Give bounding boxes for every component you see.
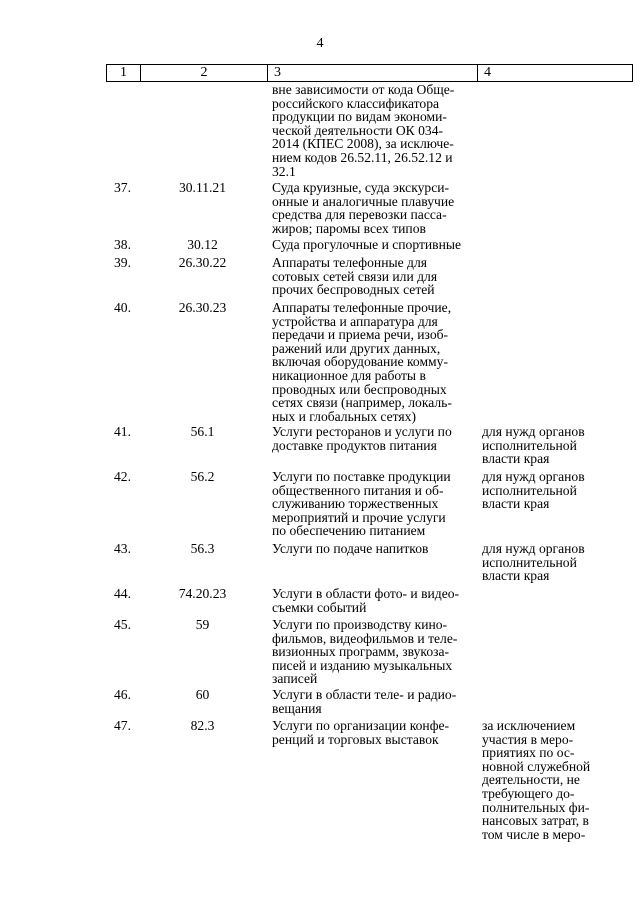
- row-code: 30.12: [187, 237, 218, 252]
- table-row: [106, 83, 631, 178]
- row-description: Услуги по подаче напитков: [272, 541, 429, 556]
- row-code: 74.20.23: [178, 586, 227, 601]
- row-note: [476, 83, 631, 178]
- header-col-3: 3: [267, 65, 477, 81]
- row-description: вне зависимости от кода Обще- российского классификатора продукции по видам экономи- ческой деятельности ОК 034- 2014 (КПЕС 2008), за исключе- нием кодов 26.52.11, 26.52.12 и 32.1: [272, 82, 455, 179]
- table-row: [106, 238, 631, 252]
- row-number: 47.: [114, 718, 131, 733]
- row-number: 43.: [114, 541, 131, 556]
- row-number: [106, 83, 139, 178]
- row-number: 44.: [114, 586, 131, 601]
- row-note: за исключением участия в меро- приятиях по ос- новной служебной деятельности, не требующего до- полнительных фи- нансовых затрат, в том числе в меро-: [482, 718, 591, 842]
- row-description: Услуги по организации конфе- ренций и торговых выставок: [272, 718, 450, 747]
- table-row: [106, 470, 631, 538]
- row-code: 30.11.21: [178, 180, 227, 195]
- row-note: для нужд органов исполнительной власти края: [482, 424, 585, 467]
- row-note: [476, 587, 631, 614]
- row-number: 42.: [114, 469, 131, 484]
- row-description: Услуги по поставке продукции общественного питания и об- служиванию торжественных мероприятий и прочие услуги по обеспечению питанием: [272, 469, 451, 539]
- row-number: 41.: [114, 424, 131, 439]
- table-row: [106, 256, 631, 297]
- row-note: для нужд органов исполнительной власти края: [482, 541, 585, 584]
- row-note: [476, 181, 631, 235]
- row-note: [476, 256, 631, 297]
- row-description: Услуги в области фото- и видео- съемки событий: [272, 586, 460, 615]
- table-header: [106, 64, 633, 82]
- header-col-4: 4: [477, 65, 632, 81]
- row-description: Услуги ресторанов и услуги по доставке продуктов питания: [272, 424, 452, 453]
- row-number: 40.: [114, 300, 131, 315]
- table-row: [106, 688, 631, 715]
- row-code: 26.30.22: [178, 255, 227, 270]
- row-code: 56.1: [190, 424, 215, 439]
- row-number: 39.: [114, 255, 131, 270]
- table-row: [106, 719, 631, 841]
- table-row: [106, 542, 631, 583]
- row-number: 37.: [114, 180, 131, 195]
- row-code: 56.2: [190, 469, 215, 484]
- row-code: 60: [195, 687, 210, 702]
- row-code: 59: [195, 617, 210, 632]
- row-number: 45.: [114, 617, 131, 632]
- row-note: [476, 618, 631, 686]
- row-code: [139, 83, 266, 178]
- row-description: Услуги в области теле- и радио- вещания: [272, 687, 457, 716]
- row-code: 82.3: [190, 718, 215, 733]
- table-row: [106, 181, 631, 235]
- row-description: Услуги по производству кино- фильмов, видеофильмов и теле- визионных программ, звукоза- писей и изданию музыкальных записей: [272, 617, 458, 687]
- header-col-1: 1: [120, 65, 127, 80]
- row-note: для нужд органов исполнительной власти края: [482, 469, 585, 512]
- row-note: [476, 238, 631, 252]
- table-row: [106, 587, 631, 614]
- row-note: [476, 688, 631, 715]
- page-number: 4: [316, 36, 324, 51]
- row-description: Аппараты телефонные для сотовых сетей связи или для прочих беспроводных сетей: [272, 255, 438, 298]
- row-description: Аппараты телефонные прочие, устройства и аппаратура для передачи и приема речи, изоб- ражений или других данных, включая оборудование комму- никационное для работы в проводных или беспроводных сетях связи (например, локаль- ных и глобальных сетях): [272, 300, 452, 424]
- table-row: [106, 618, 631, 686]
- header-col-2: 2: [140, 65, 267, 81]
- row-description: Суда круизные, суда экскурси- онные и аналогичные плавучие средства для перевозки пасса- жиров; паромы всех типов: [272, 180, 455, 236]
- row-code: 26.30.23: [178, 300, 227, 315]
- table-row: [106, 301, 631, 423]
- table-row: [106, 425, 631, 466]
- row-note: [476, 301, 631, 423]
- row-description: Суда прогулочные и спортивные: [272, 237, 462, 252]
- row-code: 56.3: [190, 541, 215, 556]
- row-number: 46.: [114, 687, 131, 702]
- row-number: 38.: [114, 237, 131, 252]
